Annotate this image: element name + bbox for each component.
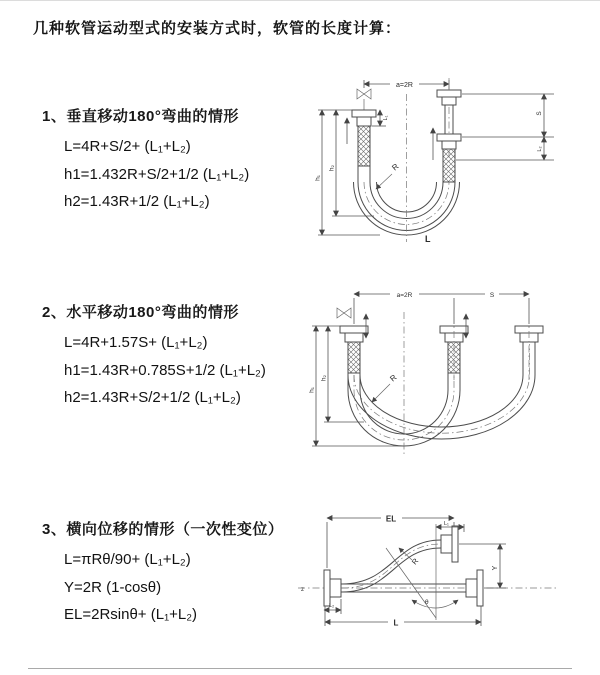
dim-span-a2r (364, 80, 449, 89)
section-3-formulas (64, 546, 283, 629)
formula-length: L=πRθ/90+ (L₁+L₂) (64, 551, 191, 568)
formula-h2: h2=1.43R+1/2 (L₁+L₂) (64, 193, 210, 210)
y-label: Y (492, 565, 499, 571)
section-1-formulas (64, 133, 249, 216)
formula-h2: h2=1.43R+S/2+1/2 (L₁+L₂) (64, 389, 241, 406)
formula-length: L=4R+S/2+ (L₁+L₂) (64, 138, 191, 155)
section-1-heading: 1、垂直移动180°弯曲的情形 (42, 108, 239, 125)
vertical-travel-180-bend-diagram (306, 64, 588, 256)
dim-el (327, 515, 454, 569)
fitting-right-label: L₂ (537, 146, 543, 152)
formula-length: L=4R+1.57S+ (L₁+L₂) (64, 334, 208, 351)
h-outer-label: h₁ (314, 175, 322, 181)
section-2-heading: 2、水平移动180°弯曲的情形 (42, 304, 239, 321)
el-label: EL (385, 514, 397, 524)
page-top-edge (0, 0, 600, 1)
left-flange-fitting (352, 110, 376, 166)
dim-stroke-s (454, 292, 529, 299)
z-mark: z (301, 587, 304, 593)
section-2-formulas (64, 329, 266, 412)
radius-label: R (409, 556, 421, 567)
h-outer-label: h₁ (308, 387, 316, 393)
valve-icon (337, 308, 351, 318)
radius-label: R (388, 372, 399, 384)
length-label: L (425, 234, 431, 244)
formula-y: Y=2R (1-cosθ) (64, 578, 162, 596)
radius-callout (372, 373, 399, 402)
h-inner-label: h₂ (320, 374, 328, 382)
span-label: a=2R (396, 292, 413, 299)
page-title: 几种软管运动型式的安装方式时，软管的长度计算： (33, 20, 402, 37)
dim-stroke-s (456, 94, 554, 160)
valve-icon (357, 89, 371, 110)
formula-el: EL=2Rsinθ+ (L₁+L₂) (64, 606, 198, 623)
right-middle-flange-fitting (466, 570, 483, 606)
formula-h1: h1=1.432R+S/2+1/2 (L₁+L₂) (64, 165, 250, 183)
fitting-left-label: L₁ (383, 115, 389, 121)
formula-h1: h1=1.43R+0.785S+1/2 (L₁+L₂) (64, 361, 266, 379)
section-horizontal-180 (42, 301, 266, 412)
page-bottom-rule (28, 668, 572, 669)
left-flange-fitting (324, 570, 341, 606)
top-right-flange-fitting (441, 526, 458, 562)
length-label: L (393, 618, 399, 628)
radius-callout (376, 162, 401, 189)
dim-fitting-top (436, 521, 464, 532)
horizontal-travel-180-bend-diagram (306, 282, 588, 460)
section-lateral-displacement (42, 518, 283, 629)
fitting-left-label: L₂ (329, 603, 335, 609)
theta-label: θ (425, 599, 429, 606)
left-flange-fitting (340, 326, 368, 373)
section-3-heading: 3、横向位移的情形（一次性变位） (42, 521, 284, 538)
h-inner-label: h₂ (328, 164, 336, 172)
right-flange-fitting (437, 78, 461, 182)
lateral-displacement-diagram (296, 500, 600, 648)
dim-span-a2r (354, 292, 529, 324)
stroke-label: S (536, 111, 543, 116)
radius-label: R (390, 161, 401, 173)
section-vertical-180 (42, 105, 249, 216)
span-label: a=2R (396, 82, 413, 89)
stroke-label: S (489, 292, 495, 299)
dim-length (325, 606, 481, 628)
fitting-top-label: L₁ (444, 521, 449, 527)
